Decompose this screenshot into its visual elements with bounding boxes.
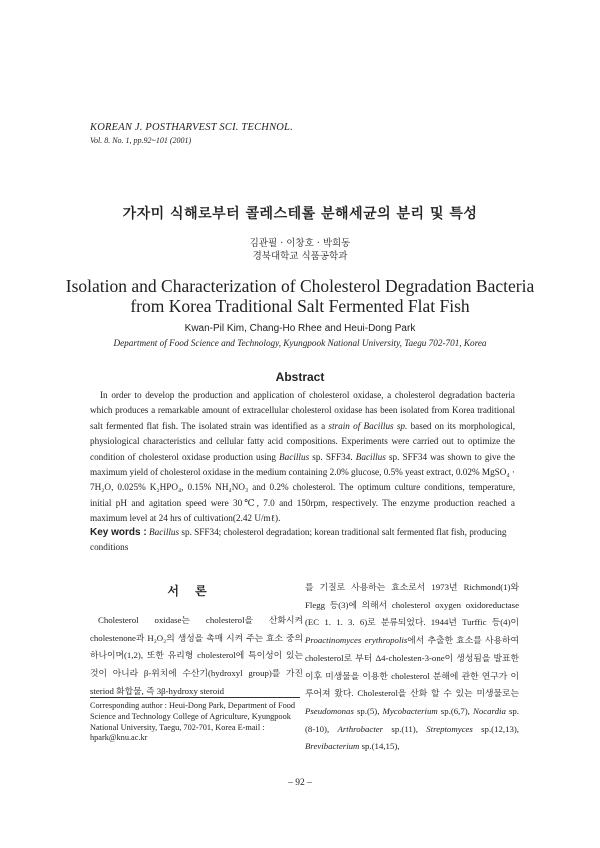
abstract-text-2: based on its morphological, physiological characteristics and cellular fatty acid compositions. Experiments were carried out to optimize the condition of cholesterol oxidase production using (90, 420, 515, 462)
abstract-italic-1: strain of Bacillus sp. (328, 420, 408, 431)
abstract-text-4: sp. SFF34 was shown to give the maximum yield of cholesterol oxidase in the medium containing 2.0% glucose, 0.5% yeast extract, 0.02% MgSO₄ · 7H₂O, 0.025% K₂HPO₄, 0.15% NH₄NO₃ and 0.2% cholesterol. The optimum culture conditions, temperature, initial pH and agitation speed were 30℃, 7.0 and 150rpm, respectively. The enzyme production reached a maximum level at 24 hrs of cultivation(2.42 U/mℓ). (90, 451, 515, 524)
intro-right-italic-2: Pseudomonas (305, 705, 354, 716)
abstract-italic-2: Bacillus (279, 451, 310, 462)
korean-title: 가자미 식해로부터 콜레스테롤 분해세균의 분리 및 특성 (122, 206, 478, 222)
intro-right-italic-1: Proactinomyces erythropolis (305, 635, 408, 646)
english-affiliation: Department of Food Science and Technology, Kyungpook National University, Taegu 702-701, Korea (113, 338, 487, 348)
page-number: – 92 – (288, 778, 312, 788)
abstract-italic-3: Bacillus (355, 451, 386, 462)
korean-authors: 김관필 · 이창호 · 박희동 (249, 238, 351, 249)
intro-right-italic-4: Nocardia (472, 705, 506, 716)
intro-left-column: Cholesterol oxidase는 cholesterol을 산화시켜 cholestenone과 H₂O₂의 생성을 촉매 시켜 주는 효소 중의 하나이며(1,2), 또한 유리형 cholesterol에 특이성이 있는 것이 아니라 β-위치에 수산기(hydroxyl group)를 가진 steriod 화합물, 즉 3β-hydroxy steroid (90, 615, 303, 696)
keywords-label: Key words : (90, 527, 147, 538)
intro-right-text-h: sp.(14,15), (359, 741, 400, 752)
corresponding-author-footnote: Corresponding author : Heui-Dong Park, Department of Food Science and Technology College of Agriculture, Kyungpook National University, Taegu, 702-701, Korea E-mail : hpark@knu.ac.kr (90, 701, 296, 743)
keywords-italic: Bacillus (148, 527, 180, 537)
intro-right-italic-6: Streptomyces (426, 723, 473, 734)
intro-right-italic-7: Brevibacterium (305, 741, 360, 752)
abstract-body (90, 388, 515, 527)
english-title: Isolation and Characterization of Cholesterol Degradation Bacteria from Korea Traditional Salt Fermented Flat Fish (65, 276, 535, 316)
journal-name: KOREAN J. POSTHARVEST SCI. TECHNOL. (90, 122, 293, 133)
footnote-divider (90, 697, 300, 698)
intro-right-text-c: sp.(5), (353, 705, 383, 716)
intro-right-column (305, 579, 519, 756)
abstract-heading: Abstract (275, 370, 325, 384)
intro-right-text-g: sp.(12,13), (472, 723, 519, 734)
keywords (90, 525, 515, 555)
abstract-text-1: In order to develop the production and application of cholesterol oxidase, a cholesterol degradation bacteria which produces a remarkable amount of extracellular cholesterol oxidase has been isolated from Korea traditional salt fermented flat fish. The isolated strain was identified as a (90, 390, 515, 431)
intro-right-text-e: sp.(8-10), (305, 705, 519, 734)
english-authors: Kwan-Pil Kim, Chang-Ho Rhee and Heui-Dong Park (184, 323, 416, 334)
volume-info: Vol. 8. No. 1, pp.92~101 (2001) (90, 136, 192, 145)
keywords-text: sp. SFF34; cholesterol degradation; korean traditional salt fermented flat fish, producing conditions (90, 527, 507, 552)
intro-right-text-f: sp.(11), (383, 723, 427, 734)
intro-heading: 서 론 (167, 584, 213, 598)
intro-right-italic-3: Mycobacterium (382, 705, 438, 716)
korean-affiliation: 경북대학교 식품공학과 (252, 251, 348, 262)
intro-right-text-b: 에서 추출한 효소를 사용하여 cholesterol로 부터 Δ4-cholesten-3-one이 생성됨을 발표한 이후 미생물을 이용한 cholesterol 분해에 관한 연구가 이루어져 왔다. Cholesterol을 산화 할 수 있는 미생물로는 (305, 635, 519, 699)
intro-right-text-d: sp.(6,7), (437, 705, 473, 716)
intro-right-text-a: 를 기질로 사용하는 효소로서 1973년 Richmond(1)와 Flegg 등(3)에 의해서 cholesterol oxygen oxidoreductase (EC 1. 1. 3. 6)로 분류되었다. 1944년 Turffic 등(4)이 (305, 582, 519, 628)
intro-right-italic-5: Arthrobacter (337, 723, 384, 734)
abstract-text-3: sp. SFF34. (309, 451, 356, 462)
